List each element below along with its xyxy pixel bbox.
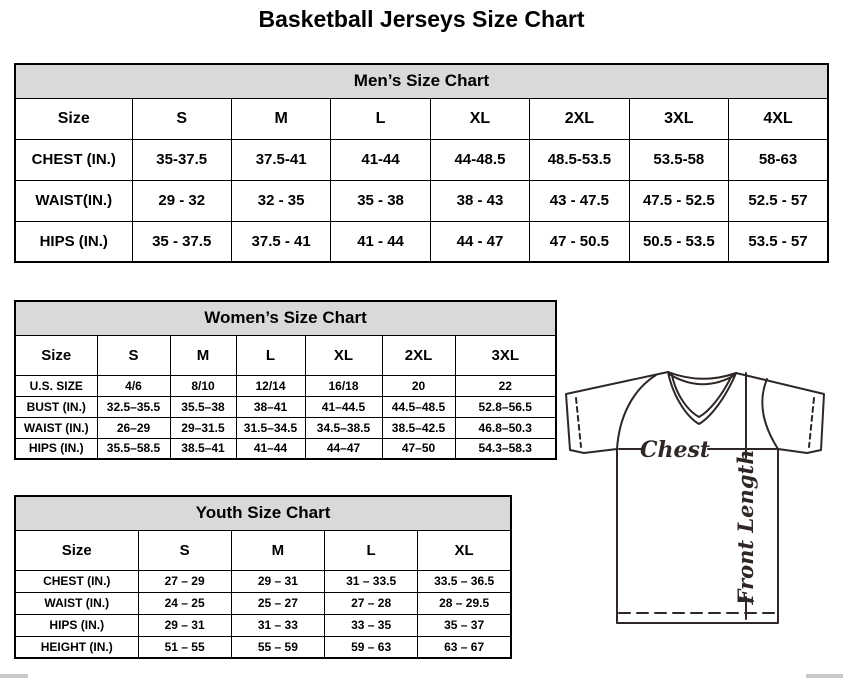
table-cell: 24 – 25 [138,592,231,614]
table-cell: 29 - 32 [132,180,231,221]
table-cell: 35 - 37.5 [132,221,231,262]
column-header-cell: M [231,530,324,570]
table-cell: 43 - 47.5 [530,180,629,221]
table-row [15,614,511,636]
table-cell: 53.5-58 [629,139,728,180]
table-title: Youth Size Chart [15,496,511,530]
table-cell: 41–44.5 [305,396,382,417]
column-header-cell: 2XL [382,335,455,375]
table-cell: 44.5–48.5 [382,396,455,417]
table-cell: 31 – 33 [231,614,324,636]
table-cell: 51 – 55 [138,636,231,658]
column-header-cell: L [325,530,418,570]
table-cell: 35.5–38 [170,396,236,417]
table-cell: 22 [455,375,556,396]
column-header-row [15,98,828,139]
table-cell: 47 - 50.5 [530,221,629,262]
jersey-diagram-drawing [556,361,843,679]
table-title-row [15,496,511,530]
table-title-row [15,64,828,98]
table-cell: 27 – 28 [325,592,418,614]
table-cell: 29 – 31 [138,614,231,636]
row-label-cell: WAIST (IN.) [15,592,138,614]
table-row [15,375,556,396]
table-cell: 47–50 [382,438,455,459]
row-label-cell: HEIGHT (IN.) [15,636,138,658]
row-label-cell: HIPS (IN.) [15,438,97,459]
table-cell: 8/10 [170,375,236,396]
table-title: Women’s Size Chart [15,301,556,335]
table-row [15,396,556,417]
table-title-row [15,301,556,335]
table-cell: 52.8–56.5 [455,396,556,417]
table-cell: 29–31.5 [170,417,236,438]
womens-size-table [14,300,557,460]
row-label-cell: WAIST (IN.) [15,417,97,438]
table-cell: 37.5 - 41 [231,221,330,262]
table-row [15,570,511,592]
right-armhole-seam [762,379,778,449]
table-cell: 35 – 37 [418,614,511,636]
table-cell: 41-44 [331,139,430,180]
table-cell: 31.5–34.5 [236,417,305,438]
row-label-cell: BUST (IN.) [15,396,97,417]
column-header-cell: XL [418,530,511,570]
table-cell: 29 – 31 [231,570,324,592]
page-title: Basketball Jerseys Size Chart [258,6,585,32]
table-cell: 35-37.5 [132,139,231,180]
table-cell: 44 - 47 [430,221,529,262]
table-row [15,417,556,438]
table-row [15,636,511,658]
table-cell: 38.5–42.5 [382,417,455,438]
column-header-cell: 3XL [455,335,556,375]
table-cell: 16/18 [305,375,382,396]
table-cell: 27 – 29 [138,570,231,592]
table-cell: 32 - 35 [231,180,330,221]
table-cell: 32.5–35.5 [97,396,170,417]
row-label-cell: U.S. SIZE [15,375,97,396]
table-cell: 37.5-41 [231,139,330,180]
table-cell: 35.5–58.5 [97,438,170,459]
column-header-row [15,530,511,570]
row-label-cell: HIPS (IN.) [15,614,138,636]
column-header-row [15,335,556,375]
table-row [15,180,828,221]
row-label-cell: WAIST(IN.) [15,180,132,221]
column-header-cell: 4XL [729,98,828,139]
table-cell: 47.5 - 52.5 [629,180,728,221]
table-cell: 44-48.5 [430,139,529,180]
table-cell: 35 - 38 [331,180,430,221]
table-cell: 50.5 - 53.5 [629,221,728,262]
horizontal-scrollbar-button-right[interactable] [806,674,843,678]
table-title: Men’s Size Chart [15,64,828,98]
row-label-cell: CHEST (IN.) [15,139,132,180]
table-cell: 55 – 59 [231,636,324,658]
column-header-cell: Size [15,98,132,139]
right-cuff-dashed-line [809,398,814,447]
table-cell: 33 – 35 [325,614,418,636]
chest-label: Chest [639,437,711,463]
row-label-cell: HIPS (IN.) [15,221,132,262]
column-header-cell: Size [15,335,97,375]
table-cell: 31 – 33.5 [325,570,418,592]
column-header-cell: 3XL [629,98,728,139]
horizontal-scrollbar-button-left[interactable] [0,674,28,678]
table-cell: 52.5 - 57 [729,180,828,221]
table-cell: 59 – 63 [325,636,418,658]
column-header-cell: L [331,98,430,139]
table-cell: 48.5-53.5 [530,139,629,180]
table-cell: 38.5–41 [170,438,236,459]
table-cell: 41–44 [236,438,305,459]
youth-size-table [14,495,512,659]
table-cell: 53.5 - 57 [729,221,828,262]
table-cell: 34.5–38.5 [305,417,382,438]
column-header-cell: XL [430,98,529,139]
table-cell: 46.8–50.3 [455,417,556,438]
column-header-cell: XL [305,335,382,375]
table-row [15,438,556,459]
table-cell: 58-63 [729,139,828,180]
column-header-cell: L [236,335,305,375]
column-header-cell: S [138,530,231,570]
row-label-cell: CHEST (IN.) [15,570,138,592]
table-cell: 38 - 43 [430,180,529,221]
column-header-cell: Size [15,530,138,570]
table-cell: 44–47 [305,438,382,459]
jersey-outline [566,372,824,623]
column-header-cell: M [170,335,236,375]
table-cell: 33.5 – 36.5 [418,570,511,592]
table-cell: 63 – 67 [418,636,511,658]
column-header-cell: M [231,98,330,139]
table-cell: 20 [382,375,455,396]
mens-size-table [14,63,829,263]
column-header-cell: S [97,335,170,375]
table-row [15,221,828,262]
table-cell: 4/6 [97,375,170,396]
table-row [15,592,511,614]
table-cell: 54.3–58.3 [455,438,556,459]
table-row [15,139,828,180]
column-header-cell: S [132,98,231,139]
table-cell: 38–41 [236,396,305,417]
table-cell: 41 - 44 [331,221,430,262]
jersey-measurement-diagram [556,361,843,679]
table-cell: 25 – 27 [231,592,324,614]
column-header-cell: 2XL [530,98,629,139]
front-length-label: Front Length [733,449,758,605]
left-cuff-dashed-line [576,398,581,447]
table-cell: 12/14 [236,375,305,396]
table-cell: 28 – 29.5 [418,592,511,614]
table-cell: 26–29 [97,417,170,438]
